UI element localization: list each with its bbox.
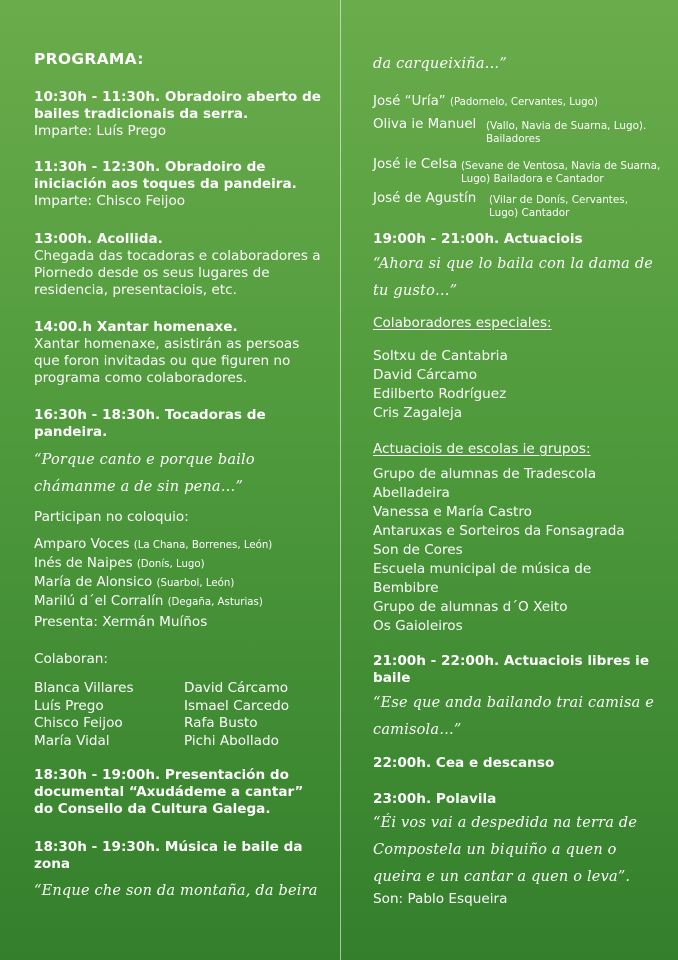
colaborador: Blanca Villares: [34, 680, 134, 696]
performers-list: [373, 93, 663, 222]
escolas-list: [373, 465, 663, 636]
colaborador: María Vidal: [34, 732, 110, 749]
escola-item: Abelladeira: [373, 485, 450, 501]
performer-row: Oliva ie Manuel (Vallo, Navia de Suarna, Lugo). Bailadores: [373, 117, 647, 145]
column-divider: [340, 0, 341, 960]
event-libres: 21:00h - 22:00h. Actuaciois libres ie baile “Ese que anda bailando trai camisa e camisola…”: [373, 653, 655, 738]
colaborador: Ismael Carcedo: [184, 697, 290, 714]
colaborador: Luís Prego: [34, 697, 104, 714]
colaborador: David Cárcamo: [184, 680, 289, 696]
especial-item: Cris Zagaleja: [373, 405, 463, 421]
especial-item: David Cárcamo: [373, 367, 478, 383]
especial-item: Soltxu de Cantabria: [373, 348, 508, 364]
participant-row: Marilú d´el Corralín (Degaña, Asturias): [34, 594, 263, 609]
especial-item: Edilberto Rodríguez: [373, 386, 507, 402]
quote-continuation: da carqueixiña…”: [373, 56, 507, 72]
participant-row: Inés de Naipes (Donís, Lugo): [34, 556, 205, 571]
escola-item: Escuela municipal de música de: [373, 561, 592, 577]
event-documentary: 18:30h - 19:00h. Presentación do documental “Axudádeme a cantar” do Consello da Cultura Galega.: [34, 767, 304, 817]
program-title: PROGRAMA:: [34, 50, 144, 68]
performer-row: José ie Celsa (Sevane de Ventosa, Navia de Suarna, Lugo) Bailadora e Cantador: [373, 157, 661, 185]
event-welcome: 13:00h. Acollida. Chegada das tocadoras e colaboradores a Piornedo desde os seus lugares de residencia, presentaciois, etc.: [34, 231, 321, 298]
colaboran-label: Colaboran:: [34, 651, 108, 667]
escolas-label: Actuaciois de escolas ie grupos:: [373, 441, 591, 457]
especiales-list: [373, 347, 663, 423]
colaborador: Rafa Busto: [184, 715, 258, 731]
participant-row: Amparo Voces (La Chana, Borrenes, León): [34, 537, 273, 552]
event-cea: 22:00h. Cea e descanso: [373, 755, 555, 771]
participan-label: Participan no coloquio:: [34, 509, 189, 525]
escola-item: Bembibre: [373, 580, 439, 596]
participants-list: [34, 536, 324, 612]
colaborador: Pichi Abollado: [184, 732, 279, 749]
performer-row: José “Uría” (Padornelo, Cervantes, Lugo): [373, 94, 598, 109]
colaborador: Chisco Feijoo: [34, 715, 123, 731]
escola-item: Os Gaioleiros: [373, 618, 463, 634]
performer-row: José de Agustín (Vilar de Donís, Cervantes, Lugo) Cantador: [373, 191, 628, 219]
event-workshop-pandeira: 11:30h - 12:30h. Obradoiro de iniciación aos toques da pandeira. Imparte: Chisco Feijoo: [34, 159, 297, 209]
presenta-line: Presenta: Xermán Muíños: [34, 614, 208, 630]
escola-item: Grupo de alumnas de Tradescola: [373, 466, 597, 482]
event-lunch: 14:00.h Xantar homenaxe. Xantar homenaxe, asistirán as persoas que foron invitadas ou que figuren no programa como colaboradores.: [34, 319, 300, 386]
escola-item: Son de Cores: [373, 542, 463, 558]
event-music-dance: 18:30h - 19:30h. Música ie baile da zona “Enque che son da montaña, da beira: [34, 839, 318, 899]
event-tocadoras: 16:30h - 18:30h. Tocadoras de pandeira. “Porque canto e porque bailo chámanme a de sin pena…”: [34, 407, 266, 495]
participant-row: María de Alonsico (Suarbol, León): [34, 575, 235, 590]
event-actuaciois: 19:00h - 21:00h. Actuaciois “Ahora si que lo baila con la dama de tu gusto…”: [373, 231, 654, 299]
escola-item: Grupo de alumnas d´O Xeito: [373, 599, 568, 615]
event-polavila: 23:00h. Polavila “Éi vos vai a despedida na terra de Compostela un biquiño a quen o queira e un cantar a quen o leva”.: [373, 791, 638, 885]
escola-item: Vanessa e María Castro: [373, 504, 532, 520]
especiales-label: Colaboradores especiales:: [373, 315, 552, 331]
escola-item: Antaruxas e Sorteiros da Fonsagrada: [373, 523, 625, 539]
son-line: Son: Pablo Esqueira: [373, 891, 508, 907]
event-workshop-dances: 10:30h - 11:30h. Obradoiro aberto de bailes tradicionais da serra. Imparte: Luís Prego: [34, 89, 321, 139]
